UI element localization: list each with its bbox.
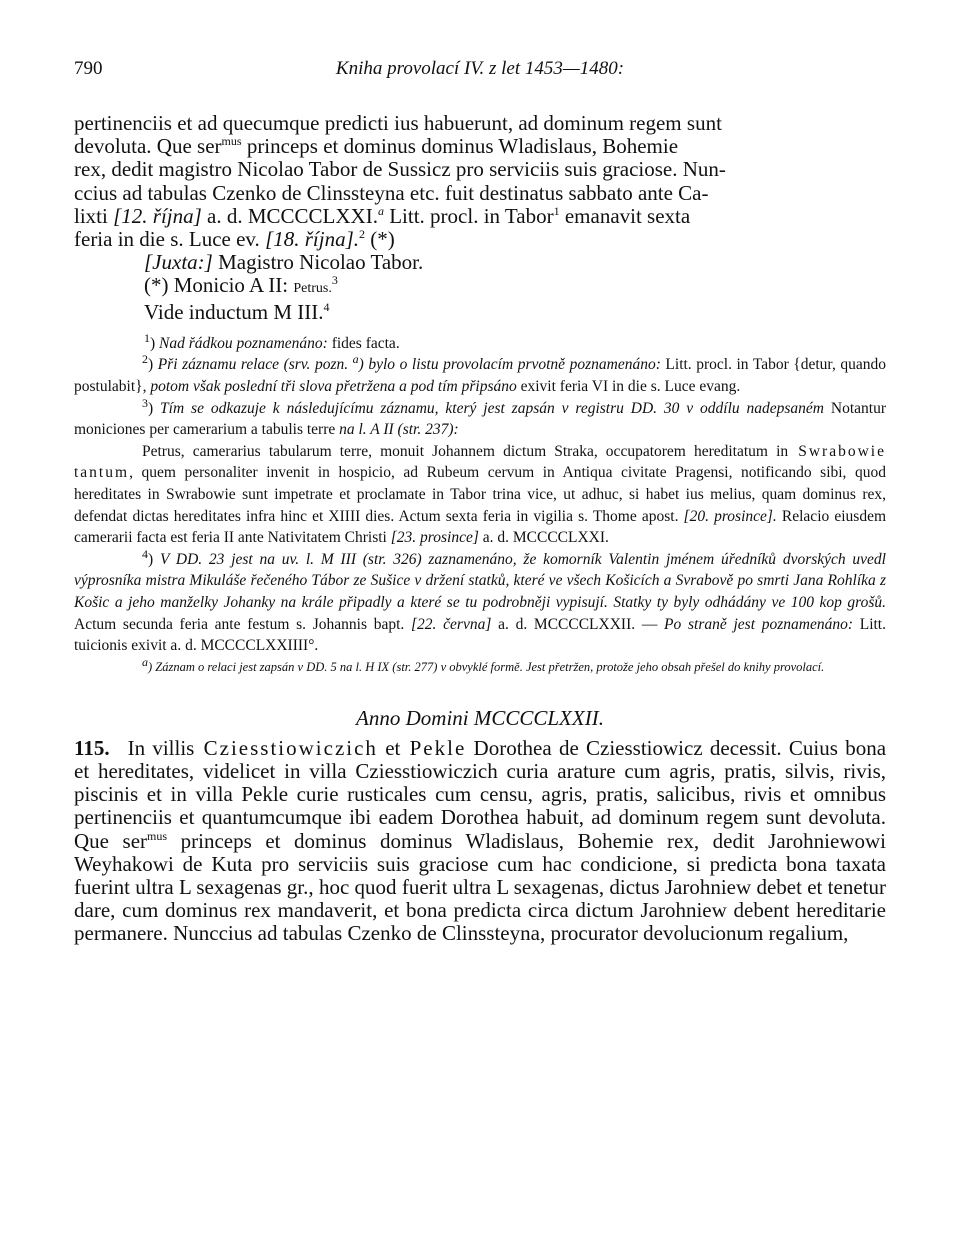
text-line: rex, dedit magistro Nicolao Tabor de Sussicz pro serviciis suis graciose. Nun- (74, 157, 726, 182)
footnotes (74, 330, 887, 676)
page-header (74, 58, 886, 88)
footnote-a: $^a$) Záznam o relaci jest zapsán v DD. 5 na l. H IX (str. 277) v obvyklé formě. Jest přetržen, protože jeho obsah přešel do knihy provolací. (142, 654, 825, 674)
footnote-3-quote: Petrus, camerarius tabularum terre, monuit Johannem dictum Straka, occupatorem hereditatum in Swrabowie tantum, quem personaliter invenit in hospicio, ad Rubeum cervum in Antiqua civitate Pragensi, notificando sibi, quod hereditates in Swrabowie sunt impetrate et proclamate in Tabor trina vice, ut adhuc, si habet ius melius, quam dominus rex, defendat dictas hereditates infra hinc et XIIII dies. Actum sexta feria in vigilia s. Thome apost. [20. prosince]. Relacio eiusdem camerarii facta est feria II ante Nativitatem Christi [23. prosince] a. d. MCCCCLXXI. (74, 442, 887, 547)
text-line: lixti [12. října] a. d. MCCCCLXXI.$^a$ Litt. procl. in Tabor$^1$ emanavit sexta (74, 203, 691, 228)
text-line: feria in die s. Luce ev. [18. října].$^2$ (*) (74, 227, 395, 252)
footnote-2: $^2$) Při záznamu relace (srv. pozn. $^a$) bylo o listu provolacím prvotně poznamenáno: Litt. procl. in Tabor {detur, quando postulabit}, potom však poslední tři slova přetržena a pod tím připsáno exivit feria VI in die s. Luce evang. (74, 352, 887, 396)
footnote-3: $^3$) Tím se odkazuje k následujícímu záznamu, který jest zapsán v registru DD. 30 v oddílu nadepsaném Notantur moniciones per camerarium a tabulis terre na l. A II (str. 237): (74, 395, 886, 439)
text-line: pertinenciis et ad quecumque predicti ius habuerunt, ad dominum regem sunt (74, 111, 722, 135)
footnote-1: $^1$) Nad řádkou poznamenáno: fides facta. (144, 330, 400, 352)
juxta-line: [Juxta:] Magistro Nicolao Tabor. (144, 250, 424, 275)
page-number: 790 (74, 58, 103, 79)
continued-entry-text (74, 112, 886, 251)
entry-number: 115. (74, 735, 110, 760)
section-heading: Anno Domini MCCCCLXXII. (356, 705, 604, 730)
footnote-4: $^4$) V DD. 23 jest na uv. l. M III (str. 326) zaznamenáno, že komorník Valentin jménem úředníků dvorských uvedl výprosníka mistra Mikuláše řečeného Tábor ze Sušice v držení statků, které ve všech Košicích a Svrabově po smrti Jana Rohlíka z Košic a jeho manželky Johanky na krále připadly a které se tu podrobněji vypisují. Statky ty byly odhádány ve 100 kop grošů. Actum secunda feria ante festum s. Johannis bapt. [22. června] a. d. MCCCCLXXII. — Po straně jest poznamenáno: Litt. tuicionis exivit a. d. MCCCCLXXIIII°. (74, 546, 886, 655)
monicio-line: (*) Monicio A II: Petrus.$^3$ (144, 273, 338, 298)
running-title: Kniha provolací IV. z let 1453—1480: (335, 58, 625, 79)
text-line: ccius ad tabulas Czenko de Clinssteyna etc. fuit destinatus sabbato ante Ca- (74, 180, 709, 205)
indented-notes (144, 251, 886, 324)
entry-115: 115. In villis Cziesstiowiczich et Pekle Dorothea de Cziesstiowicz decessit. Cuius bona et hereditates, videlicet in villa Cziesstiowiczich curia arature cum agris, pratis, silvis, rivis, piscinis et in villa Pekle curie rusticales cum censu, agris, pratis, salicibus, rivis et omnibus pertinenciis et quantumcumque ibi eadem Dorothea habuit, ad dominum regem sunt devoluta. Que ser$^{mus}$ princeps et dominus dominus Wladislaus, Bohemie rex, dedit Jarohniewowi Weyhakowi de Kuta pro serviciis suis graciose cum hac condicione, si predicta bona taxata fuerint ultra L sexagenas gr., hoc quod fuerit ultra L sexagenas, dictus Jarohniew debet et tenetur dare, cum dominus rex mandaverit, et bona predicta circa dictum Jarohniew debent hereditarie permanere. Nunccius ad tabulas Czenko de Clinssteyna, procurator devolucionum regalium, (74, 735, 887, 946)
page (74, 58, 886, 946)
text-line: devoluta. Que ser$^{mus}$ princeps et dominus dominus Wladislaus, Bohemie (74, 134, 679, 159)
vide-line: Vide inductum M III.$^4$ (144, 299, 330, 324)
